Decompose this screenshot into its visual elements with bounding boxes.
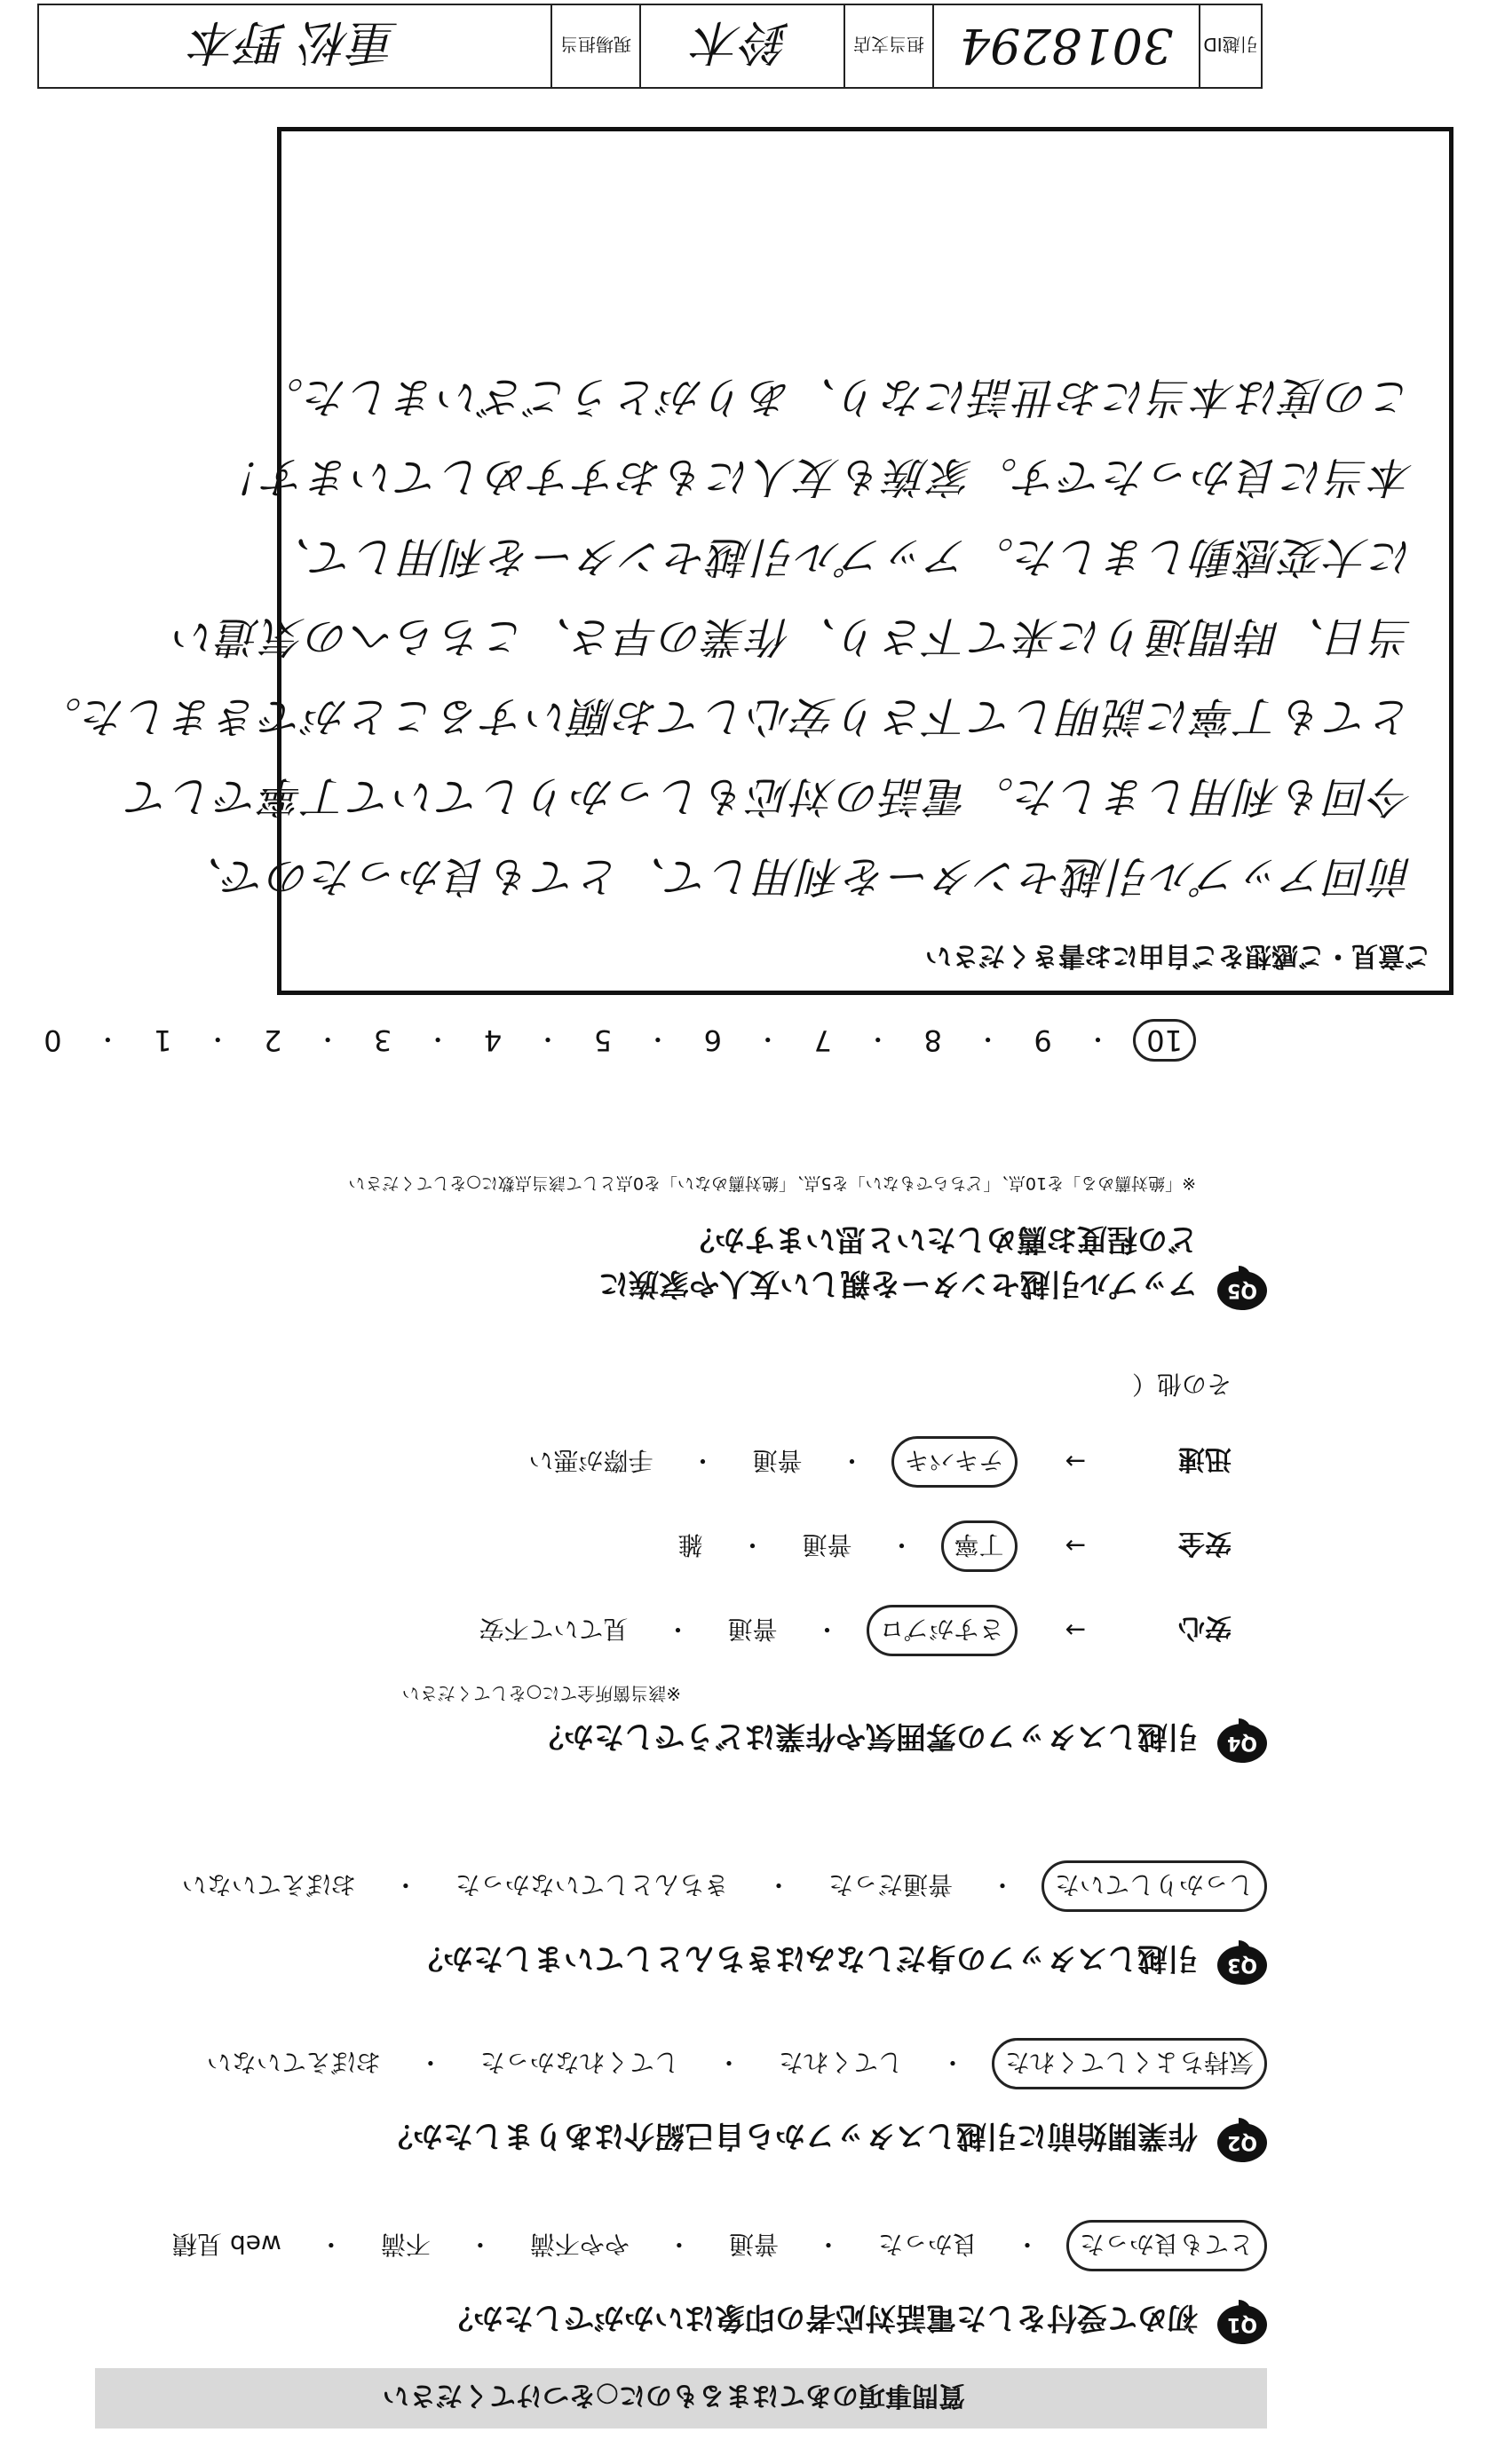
arrow-right-icon: →: [1065, 1531, 1086, 1561]
q2-text: 作業開始前に引越しスタッフから自己紹介はありましたか？: [383, 2118, 1198, 2153]
scale-7[interactable]: 7: [813, 1023, 832, 1057]
q5-note: ※「絶対薦める」を10点、「どちらでもない」を5点、「絶対薦めない」を0点として該当点数に○をしてください: [348, 1173, 1196, 1193]
q1-badge: [1217, 2305, 1267, 2344]
comment-line: 前回アップル引越センターを利用して、とても良かったので、: [178, 851, 1414, 901]
question-1: [42, 2167, 1267, 2344]
q4-anshin-option-pro[interactable]: さすがプロ: [867, 1605, 1018, 1656]
branch-label: 担当支店: [844, 5, 932, 87]
q1-option-very-good[interactable]: とても良かった: [1066, 2220, 1267, 2271]
q3-badge-label: Q3: [1227, 1954, 1258, 1977]
q4-jinsoku-option-brisk[interactable]: テキパキ: [891, 1436, 1018, 1488]
q4-note: ※該当箇所全てに○をしてください: [401, 1683, 681, 1704]
q4-anzen-option-rough[interactable]: 雑: [677, 1530, 703, 1560]
header-table: [37, 4, 1263, 89]
q4-row-label-jinsoku: 迅速: [1178, 1443, 1232, 1474]
q2-option-did[interactable]: してくれた: [778, 2048, 903, 2077]
q5-text-line2: どの程度お薦めしたいと思いますか？: [685, 1221, 1198, 1257]
q4-badge-label: Q4: [1227, 1732, 1258, 1755]
hikkoshi-id-label: 引越ID: [1199, 5, 1261, 87]
q3-text: 引越しスタッフの身だしなみはきちんとしていましたか？: [413, 1940, 1198, 1976]
q5-badge: [1217, 1271, 1267, 1310]
scale-3[interactable]: 3: [373, 1023, 392, 1057]
q2-option-did-not[interactable]: してくれなかった: [479, 2048, 679, 2077]
scale-6[interactable]: 6: [703, 1023, 723, 1057]
scale-1[interactable]: 1: [154, 1023, 172, 1057]
comment-line: に大変感動しました。アップル引越センターを利用して、: [266, 532, 1414, 581]
scale-5[interactable]: 5: [593, 1023, 613, 1057]
question-3: [42, 1807, 1267, 1985]
q3-option-not-neat[interactable]: きちんとしていなかった: [455, 1870, 729, 1899]
q5-scale: 10 ・ 9 ・ 8 ・ 7 ・ 6 ・ 5 ・ 4 ・ 3 ・ 2 ・ 1 ・ 0: [33, 1019, 1196, 1062]
q2-badge: [1217, 2123, 1267, 2162]
q1-option-slightly-dissatisfied[interactable]: やや不満: [529, 2230, 630, 2259]
q2-option-dont-remember[interactable]: おぼえていない: [206, 2048, 381, 2077]
q4-jinsoku-option-clumsy[interactable]: 手際が悪い: [528, 1446, 653, 1475]
arrow-right-icon: →: [1065, 1615, 1086, 1646]
q4-row-label-anshin: 安心: [1178, 1612, 1232, 1643]
comment-line: この度は本当にお世話になり、ありがとうございました。: [258, 372, 1414, 422]
q3-option-neat[interactable]: しっかりしていた: [1042, 1860, 1267, 1912]
q1-text: 初めて受付をした電話対応者の印象はいかがでしたか？: [443, 2300, 1198, 2335]
q2-badge-label: Q2: [1227, 2131, 1258, 2154]
q1-options: とても良かった ・ 良かった ・ 普通 ・ やや不満 ・ 不満 ・ web 見積: [162, 2220, 1267, 2271]
q4-jinsoku-option-normal[interactable]: 普通: [752, 1446, 803, 1475]
q1-option-web-estimate[interactable]: web 見積: [172, 2230, 281, 2259]
q4-row-anshin: 安心 → さすがプロ ・ 普通 ・ 見ていて不安: [468, 1605, 1232, 1656]
area-label: 現場担当: [550, 5, 639, 87]
q4-row-jinsoku: 迅速 → テキパキ ・ 普通 ・ 手際が悪い: [518, 1436, 1232, 1488]
instructions-banner: 質問事項のあてはまるものに○をつけてください: [95, 2368, 1267, 2428]
q1-option-good[interactable]: 良かった: [877, 2230, 978, 2259]
q1-option-normal[interactable]: 普通: [728, 2230, 779, 2259]
scale-0[interactable]: 0: [44, 1023, 62, 1057]
q1-badge-label: Q1: [1227, 2313, 1258, 2336]
q1-option-dissatisfied[interactable]: 不満: [380, 2230, 431, 2259]
q5-text-line1: アップル引越センターを親しい友人や家族に: [598, 1266, 1198, 1301]
comment-line: 今回も利用しました。電話の対応もしっかりしていて丁寧でして: [125, 771, 1414, 821]
comments-box[interactable]: [36, 127, 1453, 995]
question-4: [42, 1372, 1267, 1763]
q3-options: しっかりしていた ・ 普通だった ・ きちんとしていなかった ・ おぼえていない: [171, 1860, 1267, 1912]
scale-10[interactable]: 10: [1133, 1019, 1196, 1062]
q3-option-normal[interactable]: 普通だった: [828, 1870, 953, 1899]
comments-title: ご意見・ご感想をご自由にお書きください: [925, 940, 1431, 971]
q4-anzen-option-careful[interactable]: 丁寧: [941, 1520, 1018, 1572]
q3-badge: [1217, 1946, 1267, 1985]
question-5: [42, 1044, 1267, 1310]
comment-line: とても丁寧に説明して下さり安心してお願いすることができました。: [36, 691, 1414, 741]
scale-9[interactable]: 9: [1034, 1023, 1052, 1057]
q5-badge-label: Q5: [1227, 1279, 1258, 1302]
q4-anshin-option-uneasy[interactable]: 見ていて不安: [479, 1615, 629, 1644]
arrow-right-icon: →: [1065, 1447, 1086, 1477]
scale-8[interactable]: 8: [923, 1023, 942, 1057]
hikkoshi-id-value: 3018294: [932, 5, 1199, 87]
branch-value: 鈴木: [639, 5, 844, 87]
q4-anzen-option-normal[interactable]: 普通: [802, 1530, 852, 1560]
q2-option-pleasant[interactable]: 気持ちよくしてくれた: [992, 2038, 1267, 2089]
q4-anshin-option-normal[interactable]: 普通: [727, 1615, 778, 1644]
q4-other-open: その他（: [1131, 1370, 1232, 1399]
q3-option-dont-remember[interactable]: おぼえていない: [181, 1870, 356, 1899]
q4-row-anzen: 安全 → 丁寧 ・ 普通 ・ 雑: [667, 1520, 1232, 1572]
scale-4[interactable]: 4: [483, 1023, 503, 1057]
q4-text: 引越しスタッフの雰囲気や作業はどうでしたか？: [534, 1718, 1198, 1754]
scale-2[interactable]: 2: [264, 1023, 282, 1057]
area-value: 重松 野本: [191, 14, 399, 71]
comment-line: 本当に良かったです。家族も友人にもおすすめしています！: [218, 452, 1414, 501]
q2-options: 気持ちよくしてくれた ・ してくれた ・ してくれなかった ・ おぼえていない: [196, 2038, 1267, 2089]
comment-line: 当日、時間通りに来て下さり、作業の早さ、こちらへの気遣い: [171, 612, 1414, 661]
question-2: [42, 1985, 1267, 2162]
q4-row-label-anzen: 安全: [1178, 1528, 1232, 1559]
q4-badge: [1217, 1724, 1267, 1763]
